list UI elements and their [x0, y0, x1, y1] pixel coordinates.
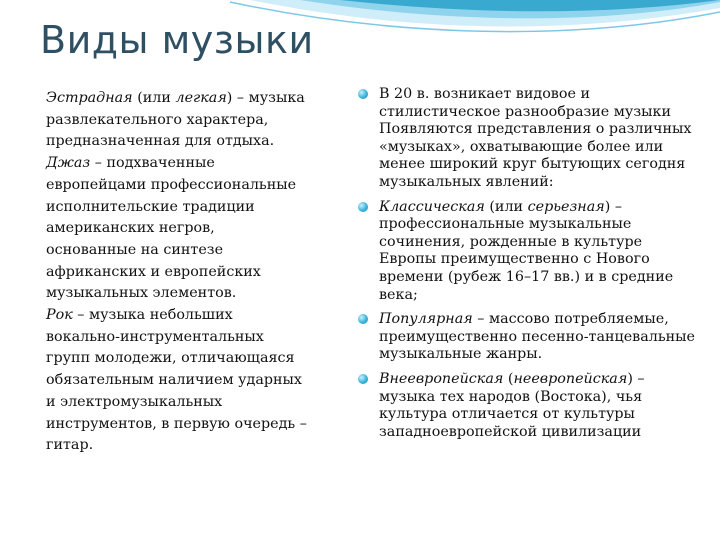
estrada-alt-term: легкая [175, 90, 227, 106]
popular-term: Популярная [379, 311, 473, 328]
bullet-icon [358, 202, 368, 212]
list-item [358, 86, 700, 192]
left-column [46, 88, 308, 457]
bullet-icon [358, 314, 368, 324]
jazz-term: Джаз [46, 155, 91, 172]
non-european-paren: ( [503, 370, 514, 387]
intro-text: В 20 в. возникает видовое и стилистическое разнообразие музыки Появляются представления о различных «музыках», охватывающие более или менее широкий круг бытующих сегодня музыкальных явлений: [379, 86, 692, 190]
rock-paragraph [46, 305, 308, 457]
classical-definition: ) – профессиональные музыкальные сочинения, рожденные в культуре Европы преимущественно с Нового времени (рубеж 16–17 вв.) и в средние века; [379, 198, 674, 303]
estrada-paren: (или [132, 90, 176, 106]
classical-term: Классическая [379, 198, 485, 215]
estrada-definition: ) – музыка развлекательного характера, предназначенная для отдыха. [46, 90, 305, 150]
music-types-list [358, 86, 700, 441]
bullet-icon [358, 89, 368, 99]
jazz-definition: – подхваченные европейцами профессиональные исполнительские традиции американских негров, основанные на синтезе африканских и европейских музыкальных элементов. [46, 155, 297, 302]
estrada-term: Эстрадная [46, 90, 133, 106]
slide-title: Виды музыки [40, 18, 314, 62]
list-item [358, 371, 700, 441]
non-european-definition: ) – музыка тех народов (Востока), чья культура отличается от культуры западноевропейской цивилизации [379, 370, 645, 440]
rock-term: Рок [46, 307, 73, 324]
right-column [358, 86, 700, 448]
estrada-paragraph [46, 88, 308, 153]
list-item [358, 199, 700, 305]
classical-paren: (или [484, 198, 528, 215]
rock-definition: – музыка небольших вокально-инструментальных групп молодежи, отличающаяся обязательным наличием ударных и электромузыкальных инструментов, в первую очередь – гитар. [46, 307, 307, 454]
popular-definition: – массово потребляемые, преимущественно песенно-танцевальные музыкальные жанры. [379, 311, 695, 363]
bullet-icon [358, 374, 368, 384]
list-item [358, 311, 700, 364]
classical-alt-term: серьезная [527, 198, 605, 215]
non-european-alt-term: неевропейская [513, 370, 628, 387]
jazz-paragraph [46, 153, 308, 305]
non-european-term: Внеевропейская [379, 370, 504, 387]
